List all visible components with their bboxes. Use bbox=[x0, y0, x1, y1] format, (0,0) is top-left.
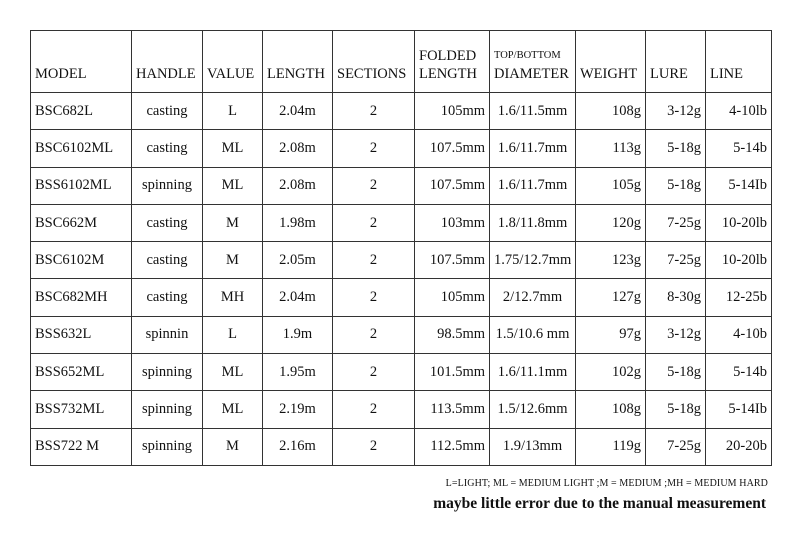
cell-handle: casting bbox=[132, 93, 203, 130]
cell-handle: spinning bbox=[132, 167, 203, 204]
cell-lure: 5-18g bbox=[646, 167, 706, 204]
cell-value: M bbox=[203, 242, 263, 279]
cell-value: M bbox=[203, 428, 263, 465]
cell-length: 1.95m bbox=[263, 354, 333, 391]
cell-length: 1.98m bbox=[263, 204, 333, 241]
header-length: LENGTH bbox=[263, 31, 333, 93]
measurement-note: maybe little error due to the manual measurement bbox=[433, 495, 766, 512]
cell-lure: 5-18g bbox=[646, 354, 706, 391]
table-row bbox=[31, 130, 772, 167]
cell-lure: 3-12g bbox=[646, 316, 706, 353]
cell-handle: spinning bbox=[132, 391, 203, 428]
cell-length: 2.08m bbox=[263, 130, 333, 167]
header-model: MODEL bbox=[31, 31, 132, 93]
cell-handle: casting bbox=[132, 130, 203, 167]
cell-model: BSS6102ML bbox=[31, 167, 132, 204]
cell-handle: casting bbox=[132, 204, 203, 241]
cell-folded: 103mm bbox=[415, 204, 490, 241]
cell-weight: 97g bbox=[576, 316, 646, 353]
cell-folded: 113.5mm bbox=[415, 391, 490, 428]
table-row bbox=[31, 167, 772, 204]
header-handle: HANDLE bbox=[132, 31, 203, 93]
cell-lure: 7-25g bbox=[646, 428, 706, 465]
cell-lure: 5-18g bbox=[646, 391, 706, 428]
cell-model: BSC682MH bbox=[31, 279, 132, 316]
cell-line: 20-20b bbox=[706, 428, 772, 465]
cell-folded: 105mm bbox=[415, 279, 490, 316]
cell-value: M bbox=[203, 204, 263, 241]
cell-line: 5-14b bbox=[706, 130, 772, 167]
cell-weight: 108g bbox=[576, 93, 646, 130]
cell-lure: 5-18g bbox=[646, 130, 706, 167]
cell-line: 10-20lb bbox=[706, 204, 772, 241]
table-row bbox=[31, 93, 772, 130]
cell-folded: 107.5mm bbox=[415, 167, 490, 204]
cell-folded: 112.5mm bbox=[415, 428, 490, 465]
cell-diameter: 1.6/11.7mm bbox=[490, 130, 576, 167]
cell-value: ML bbox=[203, 130, 263, 167]
cell-folded: 98.5mm bbox=[415, 316, 490, 353]
cell-model: BSS652ML bbox=[31, 354, 132, 391]
cell-model: BSS732ML bbox=[31, 391, 132, 428]
cell-length: 1.9m bbox=[263, 316, 333, 353]
cell-sections: 2 bbox=[333, 93, 415, 130]
header-diameter-top: TOP/BOTTOM bbox=[494, 50, 561, 61]
table-row bbox=[31, 391, 772, 428]
header-diameter bbox=[490, 31, 576, 93]
cell-folded: 107.5mm bbox=[415, 130, 490, 167]
cell-weight: 120g bbox=[576, 204, 646, 241]
header-line: LINE bbox=[706, 31, 772, 93]
cell-handle: spinning bbox=[132, 428, 203, 465]
cell-line: 12-25b bbox=[706, 279, 772, 316]
table-body bbox=[31, 93, 772, 466]
cell-value: L bbox=[203, 316, 263, 353]
cell-diameter: 1.6/11.1mm bbox=[490, 354, 576, 391]
cell-handle: casting bbox=[132, 279, 203, 316]
cell-length: 2.04m bbox=[263, 93, 333, 130]
cell-sections: 2 bbox=[333, 242, 415, 279]
cell-diameter: 2/12.7mm bbox=[490, 279, 576, 316]
cell-diameter: 1.9/13mm bbox=[490, 428, 576, 465]
cell-length: 2.05m bbox=[263, 242, 333, 279]
table-row bbox=[31, 428, 772, 465]
cell-line: 5-14b bbox=[706, 354, 772, 391]
cell-diameter: 1.8/11.8mm bbox=[490, 204, 576, 241]
cell-sections: 2 bbox=[333, 391, 415, 428]
cell-lure: 7-25g bbox=[646, 204, 706, 241]
header-sections: SECTIONS bbox=[333, 31, 415, 93]
cell-value: ML bbox=[203, 354, 263, 391]
header-folded-length bbox=[415, 31, 490, 93]
cell-value: L bbox=[203, 93, 263, 130]
cell-value: MH bbox=[203, 279, 263, 316]
table-row bbox=[31, 242, 772, 279]
cell-handle: casting bbox=[132, 242, 203, 279]
cell-line: 10-20lb bbox=[706, 242, 772, 279]
spec-table bbox=[30, 30, 772, 466]
cell-handle: spinning bbox=[132, 354, 203, 391]
cell-folded: 105mm bbox=[415, 93, 490, 130]
cell-length: 2.04m bbox=[263, 279, 333, 316]
table-row bbox=[31, 316, 772, 353]
cell-sections: 2 bbox=[333, 316, 415, 353]
cell-length: 2.19m bbox=[263, 391, 333, 428]
cell-diameter: 1.5/10.6 mm bbox=[490, 316, 576, 353]
header-value: VALUE bbox=[203, 31, 263, 93]
cell-sections: 2 bbox=[333, 130, 415, 167]
cell-weight: 108g bbox=[576, 391, 646, 428]
header-diameter-bottom: DIAMETER bbox=[494, 66, 569, 82]
header-folded-top: FOLDED bbox=[419, 48, 477, 64]
cell-diameter: 1.5/12.6mm bbox=[490, 391, 576, 428]
cell-weight: 102g bbox=[576, 354, 646, 391]
cell-model: BSC6102M bbox=[31, 242, 132, 279]
cell-line: 4-10b bbox=[706, 316, 772, 353]
cell-lure: 8-30g bbox=[646, 279, 706, 316]
header-weight: WEIGHT bbox=[576, 31, 646, 93]
cell-lure: 3-12g bbox=[646, 93, 706, 130]
cell-sections: 2 bbox=[333, 167, 415, 204]
cell-line: 5-14Ib bbox=[706, 391, 772, 428]
table-row bbox=[31, 279, 772, 316]
cell-sections: 2 bbox=[333, 428, 415, 465]
cell-line: 5-14Ib bbox=[706, 167, 772, 204]
cell-model: BSS632L bbox=[31, 316, 132, 353]
table-row bbox=[31, 204, 772, 241]
cell-model: BSC682L bbox=[31, 93, 132, 130]
cell-lure: 7-25g bbox=[646, 242, 706, 279]
header-lure: LURE bbox=[646, 31, 706, 93]
cell-sections: 2 bbox=[333, 204, 415, 241]
cell-model: BSC6102ML bbox=[31, 130, 132, 167]
header-folded-bottom: LENGTH bbox=[419, 66, 477, 82]
cell-length: 2.16m bbox=[263, 428, 333, 465]
power-legend: L=LIGHT; ML = MEDIUM LIGHT ;M = MEDIUM ;MH = MEDIUM HARD bbox=[445, 478, 768, 489]
cell-diameter: 1.6/11.7mm bbox=[490, 167, 576, 204]
cell-weight: 113g bbox=[576, 130, 646, 167]
cell-diameter: 1.6/11.5mm bbox=[490, 93, 576, 130]
table-row bbox=[31, 354, 772, 391]
cell-line: 4-10lb bbox=[706, 93, 772, 130]
cell-folded: 101.5mm bbox=[415, 354, 490, 391]
cell-weight: 127g bbox=[576, 279, 646, 316]
cell-folded: 107.5mm bbox=[415, 242, 490, 279]
cell-weight: 123g bbox=[576, 242, 646, 279]
cell-value: ML bbox=[203, 167, 263, 204]
cell-sections: 2 bbox=[333, 354, 415, 391]
cell-diameter: 1.75/12.7mm bbox=[490, 242, 576, 279]
header-row bbox=[31, 31, 772, 93]
cell-model: BSC662M bbox=[31, 204, 132, 241]
cell-value: ML bbox=[203, 391, 263, 428]
cell-length: 2.08m bbox=[263, 167, 333, 204]
cell-weight: 105g bbox=[576, 167, 646, 204]
cell-weight: 119g bbox=[576, 428, 646, 465]
cell-model: BSS722 M bbox=[31, 428, 132, 465]
cell-sections: 2 bbox=[333, 279, 415, 316]
cell-handle: spinnin bbox=[132, 316, 203, 353]
